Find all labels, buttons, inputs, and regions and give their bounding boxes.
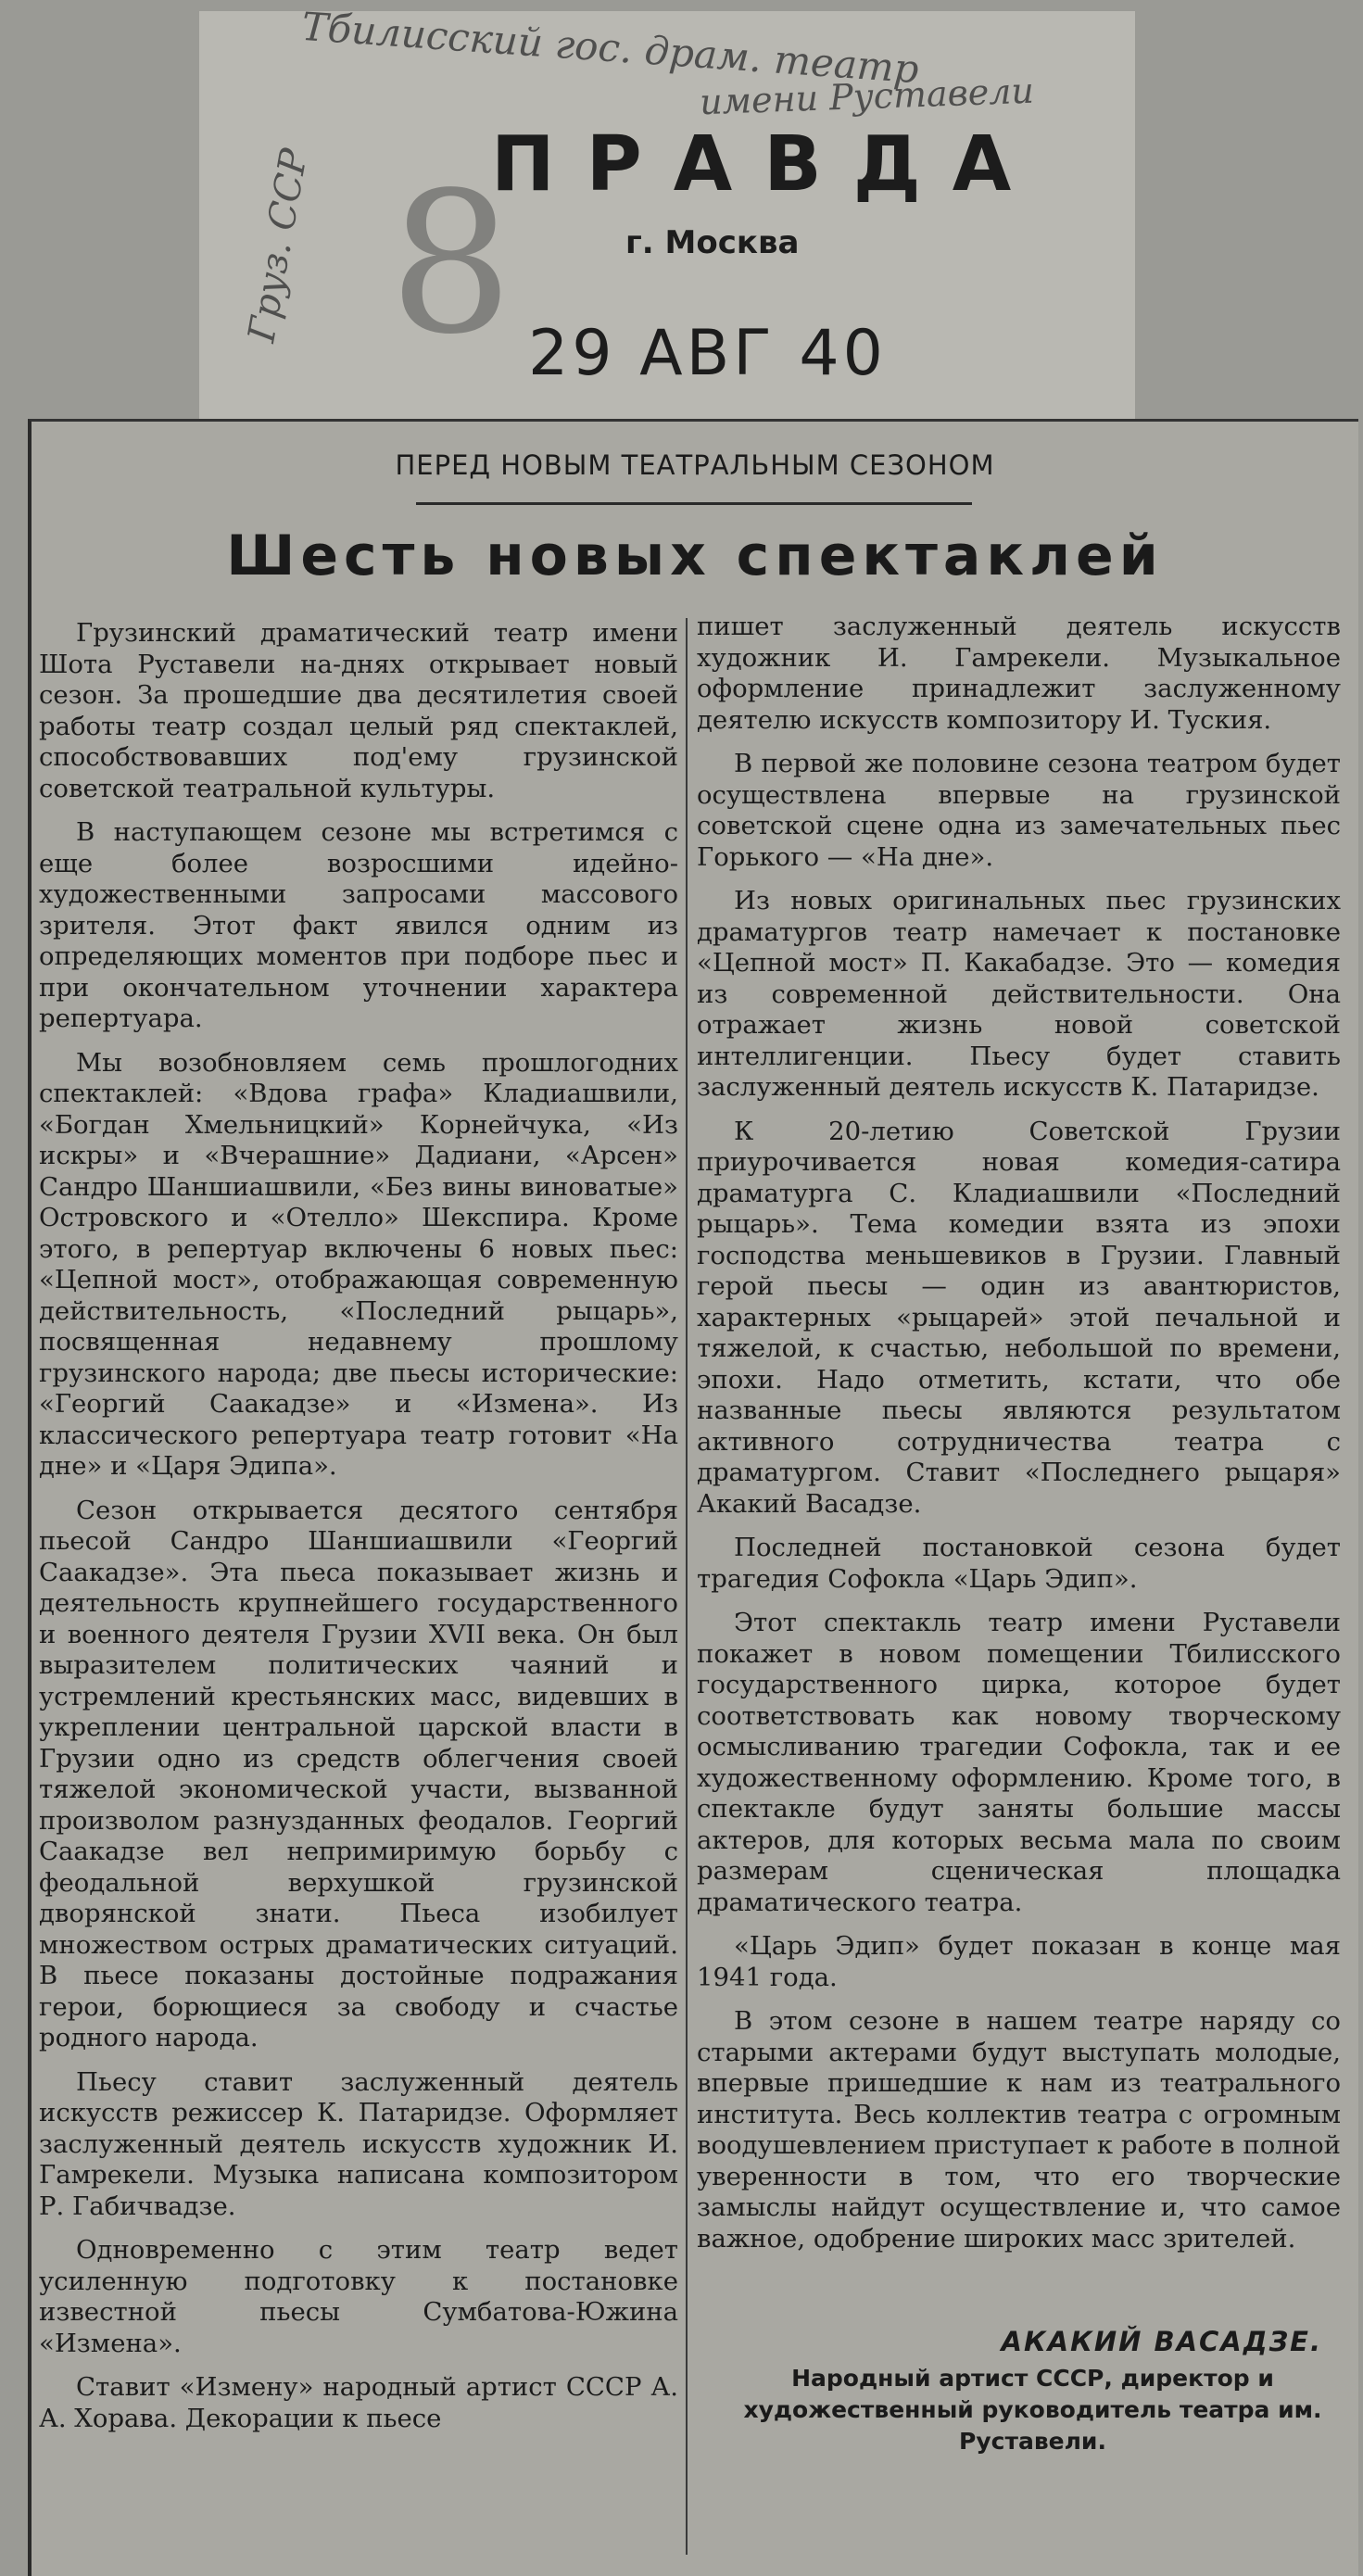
article-column-left (39, 618, 678, 2447)
paragraph: Сезон открывается десятого сентября пьесой Сандро Шаншиашвили «Георгий Саакадзе». Эта пьеса показывает жизнь и деятельность крупнейшего государственного и военного деятеля Грузии XVII века. Он был выразителем политических чаяний и устремлений крестьянских масс, видевших в укреплении центральной царской власти в Грузии одно из средств облегчения своей тяжелой экономической участи, вызванной произволом разнузданных феодалов. Георгий Саакадзе вел непримиримую борьбу с феодальной верхушкой грузинской дворянской знати. Пьеса изобилует множеством острых драматических ситуаций. В пьесе показаны достойные подражания герои, борющиеся за свободу и счастье родного народа. (39, 1495, 678, 2052)
article-rubric: ПЕРЕД НОВЫМ ТЕАТРАЛЬНЫМ СЕЗОНОМ (395, 449, 995, 481)
article-column-right (697, 612, 1341, 2267)
newspaper-title: ПРАВДА (491, 120, 1043, 208)
masthead-clipping (199, 3, 1135, 419)
handwritten-note-top: Тбилисский гос. драм. театр (300, 3, 921, 93)
paragraph: «Царь Эдип» будет показан в конце мая 1941 года. (697, 1931, 1341, 1992)
paragraph: Последней постановкой сезона будет трагедия Софокла «Царь Эдип». (697, 1533, 1341, 1594)
newspaper-city: г. Москва (625, 224, 800, 261)
column-divider (686, 618, 688, 2555)
paragraph: Этот спектакль театр имени Руставели покажет в новом помещении Тбилисского государственного цирка, которое будет соответствовать как новому творческому осмысливанию трагедии Софокла, так и ее художественному оформлению. Кроме того, в спектакле будут заняты большие массы актеров, для которых весьма мала по своим размерам сценическая площадка драматического театра. (697, 1608, 1341, 1917)
author-signature (697, 2326, 1341, 2457)
handwritten-note-top-line2: имени Руставели (699, 69, 1035, 123)
paragraph: Пьесу ставит заслуженный деятель искусств режиссер К. Патаридзе. Оформляет заслуженный деятель искусств художник И. Гамрекели. Музыка написана композитором Р. Габичвадзе. (39, 2066, 678, 2221)
paragraph: Одновременно с этим театр ведет усиленную подготовку к постановке известной пьесы Сумбатова-Южина «Измена». (39, 2235, 678, 2358)
handwritten-note-side: Груз. ССР (240, 145, 317, 346)
handwritten-number: 8 (389, 150, 513, 377)
article (28, 419, 1358, 2576)
paragraph: пишет заслуженный деятель искусств художник И. Гамрекели. Музыкальное оформление принадлежит заслуженному деятелю искусств композитору И. Туския. (697, 612, 1341, 735)
author-title: Народный артист СССР, директор и художественный руководитель театра им. Руставели. (743, 2365, 1322, 2455)
paragraph: Ставит «Измену» народный артист СССР А. А. Хорава. Декорации к пьесе (39, 2372, 678, 2433)
paragraph: В наступающем сезоне мы встретимся с еще более возросшими идейно-художественными запросами массового зрителя. Этот факт явился одним из определяющих моментов при подборе пьес и при окончательном уточнении характера репертуара. (39, 817, 678, 1033)
paragraph: Из новых оригинальных пьес грузинских драматургов театр намечает к постановке «Цепной мост» П. Какабадзе. Это — комедия из современной действительности. Она отражает жизнь новой советской интеллигенции. Пьесу будет ставить заслуженный деятель искусств К. Патаридзе. (697, 886, 1341, 1102)
paragraph: Грузинский драматический театр имени Шота Руставели на-днях открывает новый сезон. За прошедшие два десятилетия своей работы театр создал целый ряд спектаклей, способствовавших под'ему грузинской советской театральной культуры. (39, 618, 678, 803)
paragraph: Мы возобновляем семь прошлогодних спектаклей: «Вдова графа» Кладиашвили, «Богдан Хмельницкий» Корнейчука, «Из искры» и «Вчерашние» Дадиани, «Арсен» Сандро Шаншиашвили, «Без вины виноватые» Островского и «Отелло» Шекспира. Кроме этого, в репертуар включены 6 новых пьес: «Цепной мост», отображающая современную действительность, «Последний рыцарь», посвященная недавнему прошлому грузинского народа; две пьесы исторические: «Георгий Саакадзе» и «Измена». Из классического репертуара театр готовит «На дне» и «Царя Эдипа». (39, 1047, 678, 1481)
author-name: АКАКИЙ ВАСАДЗЕ. (1001, 2326, 1322, 2357)
rubric-divider (416, 502, 972, 505)
date-stamp: 29 АВГ 40 (528, 317, 887, 390)
article-headline: Шесть новых спектаклей (226, 524, 1164, 588)
paragraph: К 20-летию Советской Грузии приурочивается новая комедия-сатира драматурга С. Кладиашвили «Последний рыцарь». Тема комедии взята из эпохи господства меньшевиков в Грузии. Главный герой пьесы — один из авантюристов, характерных «рыцарей» этой печальной и тяжелой, к счастью, небольшой по времени, эпохи. Надо отметить, кстати, что обе названные пьесы являются результатом активного сотрудничества театра с драматургом. Ставит «Последнего рыцаря» Акакий Васадзе. (697, 1116, 1341, 1519)
paragraph: В первой же половине сезона театром будет осуществлена впервые на грузинской советской сцене одна из замечательных пьес Горького — «На дне». (697, 749, 1341, 872)
paragraph: В этом сезоне в нашем театре наряду со старыми актерами будут выступать молодые, впервые пришедшие к нам из театрального института. Весь коллектив театра с огромным воодушевлением приступает к работе в полной уверенности в том, что его творческие замыслы найдут осуществление и, что самое важное, одобрение широких масс зрителей. (697, 2006, 1341, 2254)
